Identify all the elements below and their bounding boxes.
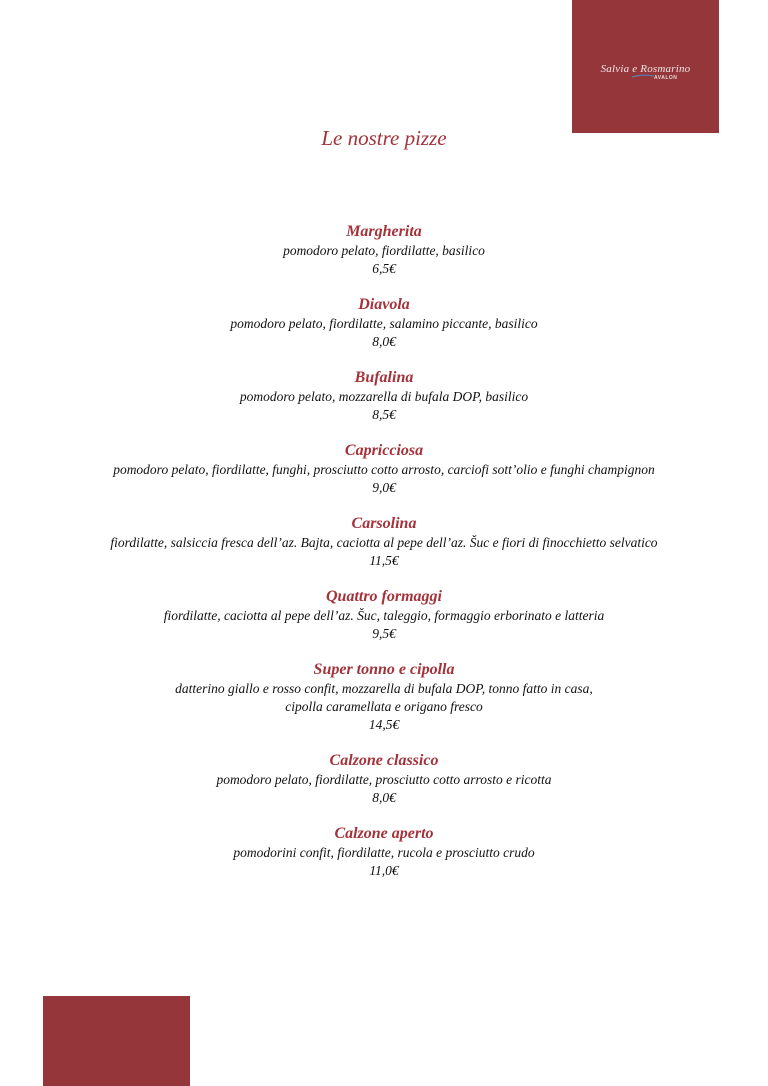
menu-item-description: pomodoro pelato, fiordilatte, salamino piccante, basilico [230,316,538,331]
menu-item-description: fiordilatte, salsiccia fresca dell’az. Bajta, caciotta al pepe dell’az. Šuc e fiori di finocchietto selvatico [110,535,658,550]
brand-logo-name: Salvia e Rosmarino [600,63,691,75]
menu-item-name: Super tonno e cipolla [313,661,455,678]
menu-item-description: pomodoro pelato, fiordilatte, basilico [283,243,485,258]
menu-item-price: 14,5€ [368,717,400,732]
menu-item-description: fiordilatte, caciotta al pepe dell’az. Šuc, taleggio, formaggio erborinato e latteria [163,608,605,623]
pizza-menu [0,222,768,897]
menu-item-description: pomodoro pelato, mozzarella di bufala DOP, basilico [239,389,529,404]
page-title: Le nostre pizze [321,126,447,150]
menu-item-name: Margherita [346,223,422,240]
menu-item-price: 8,0€ [372,334,396,349]
menu-item-name: Capricciosa [344,442,424,459]
menu-item-description: pomodorini confit, fiordilatte, rucola e prosciutto crudo [233,845,535,860]
menu-item-description: cipolla caramellata e origano fresco [285,699,483,714]
brand-logo-sub: AVALON [654,75,678,81]
menu-item-price: 9,5€ [372,626,396,641]
menu-item-price: 8,5€ [372,407,396,422]
menu-item [0,824,768,880]
decorative-footer-block [43,996,190,1086]
menu-item-description: pomodoro pelato, fiordilatte, funghi, prosciutto cotto arrosto, carciofi sott’olio e funghi champignon [113,462,655,477]
menu-item-price: 8,0€ [372,790,396,805]
menu-item-name: Calzone classico [329,752,439,769]
menu-item-name: Diavola [358,296,410,313]
menu-item [0,587,768,643]
menu-item-price: 11,5€ [369,553,399,568]
menu-item-price: 9,0€ [372,480,396,495]
brand-logo-block [572,0,719,133]
menu-item-description: datterino giallo e rosso confit, mozzarella di bufala DOP, tonno fatto in casa, [175,681,593,696]
menu-item-description: pomodoro pelato, fiordilatte, prosciutto cotto arrosto e ricotta [216,772,552,787]
menu-item [0,222,768,278]
menu-item [0,751,768,807]
menu-item [0,368,768,424]
menu-item-name: Carsolina [351,515,417,532]
menu-item [0,514,768,570]
logo-swoosh-icon [632,74,654,78]
menu-item-name: Bufalina [354,369,414,386]
menu-item [0,660,768,734]
menu-item-name: Calzone aperto [334,825,434,842]
menu-item [0,441,768,497]
menu-item-price: 6,5€ [372,261,396,276]
menu-item [0,295,768,351]
menu-item-name: Quattro formaggi [325,588,442,605]
menu-item-price: 11,0€ [369,863,399,878]
